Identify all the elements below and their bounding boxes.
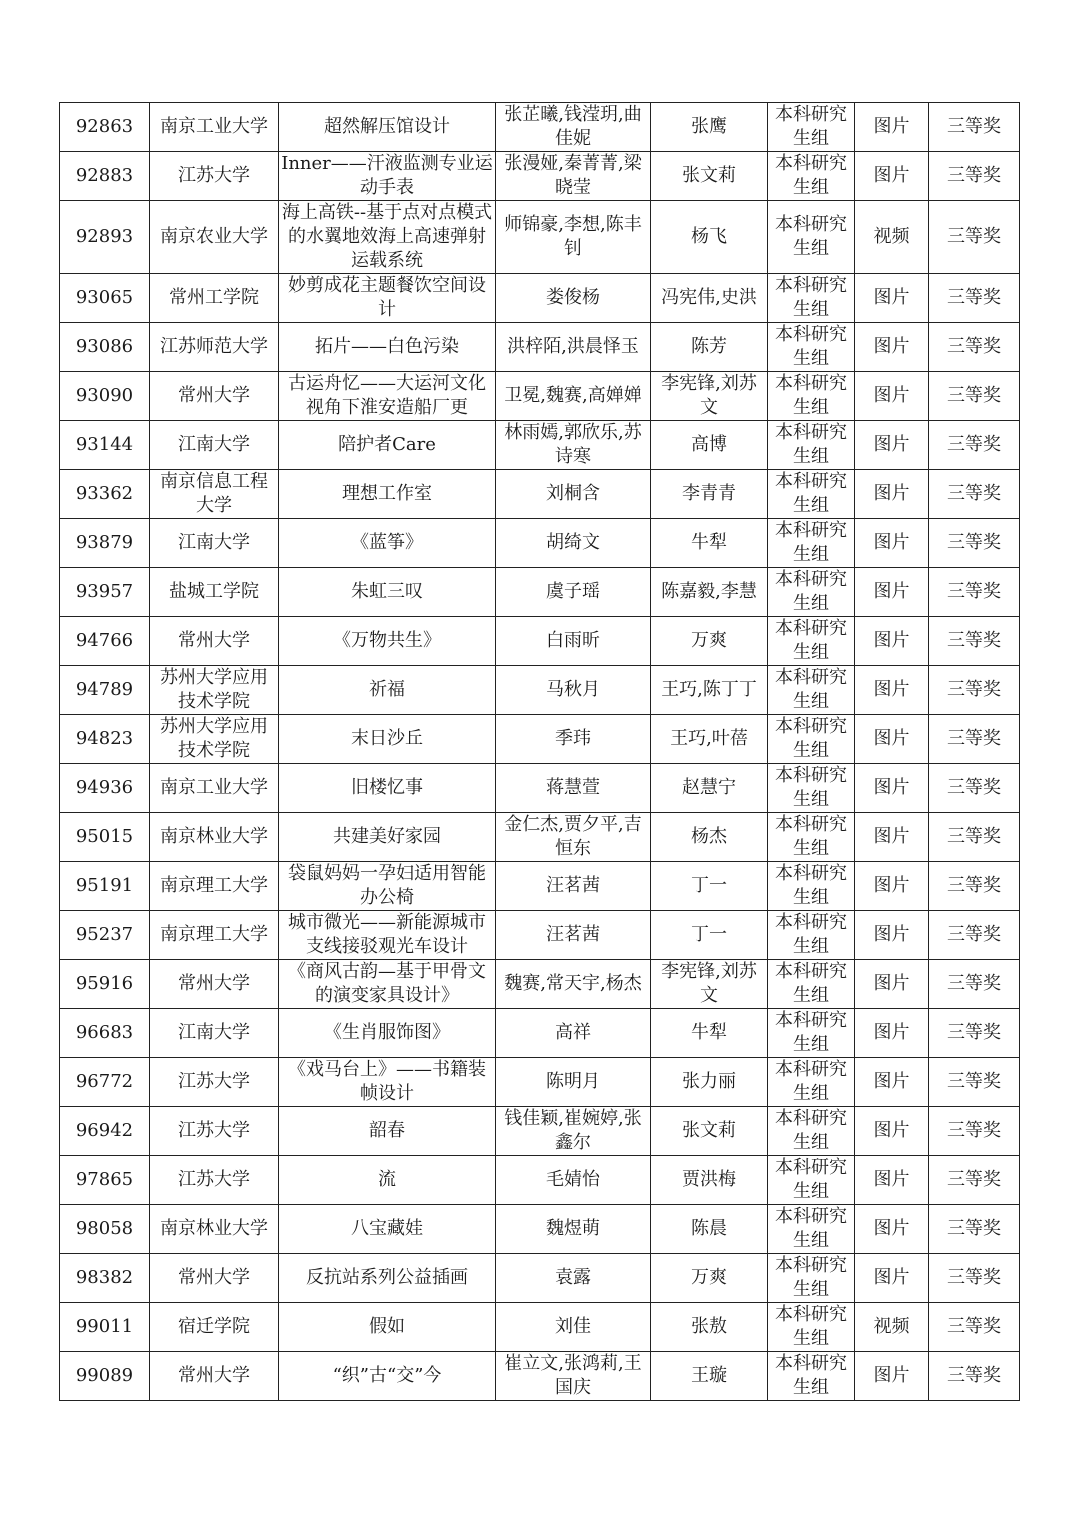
- advisor-cell: 李宪锋,刘苏文: [651, 960, 768, 1009]
- group-cell: 本科研究生组: [768, 323, 855, 372]
- award-cell: 三等奖: [929, 764, 1020, 813]
- advisor-cell: 张文莉: [651, 152, 768, 201]
- table-row: [60, 960, 1020, 1009]
- group-cell: 本科研究生组: [768, 470, 855, 519]
- award-cell: 三等奖: [929, 274, 1020, 323]
- work-title-cell: 末日沙丘: [279, 715, 496, 764]
- work-type-cell: 图片: [855, 813, 929, 862]
- entry-id-cell: 98058: [60, 1205, 150, 1254]
- group-cell: 本科研究生组: [768, 274, 855, 323]
- school-cell: 常州大学: [150, 1352, 279, 1401]
- work-title-cell: 《商风古韵—基于甲骨文的演变家具设计》: [279, 960, 496, 1009]
- entry-id-cell: 99089: [60, 1352, 150, 1401]
- award-cell: 三等奖: [929, 323, 1020, 372]
- work-title-cell: 陪护者Care: [279, 421, 496, 470]
- table-row: [60, 813, 1020, 862]
- work-title-cell: 《蓝筝》: [279, 519, 496, 568]
- table-row: [60, 274, 1020, 323]
- award-cell: 三等奖: [929, 372, 1020, 421]
- advisor-cell: 陈晨: [651, 1205, 768, 1254]
- entry-id-cell: 93144: [60, 421, 150, 470]
- award-cell: 三等奖: [929, 1009, 1020, 1058]
- entry-id-cell: 94766: [60, 617, 150, 666]
- awards-table-body: [60, 103, 1020, 1401]
- work-title-cell: 八宝藏娃: [279, 1205, 496, 1254]
- advisor-cell: 李青青: [651, 470, 768, 519]
- advisor-cell: 李宪锋,刘苏文: [651, 372, 768, 421]
- school-cell: 江苏大学: [150, 1156, 279, 1205]
- work-title-cell: 反抗站系列公益插画: [279, 1254, 496, 1303]
- school-cell: 南京工业大学: [150, 103, 279, 152]
- entry-id-cell: 93065: [60, 274, 150, 323]
- work-type-cell: 图片: [855, 715, 929, 764]
- group-cell: 本科研究生组: [768, 862, 855, 911]
- group-cell: 本科研究生组: [768, 813, 855, 862]
- group-cell: 本科研究生组: [768, 103, 855, 152]
- advisor-cell: 杨飞: [651, 201, 768, 274]
- entry-id-cell: 92863: [60, 103, 150, 152]
- group-cell: 本科研究生组: [768, 764, 855, 813]
- table-row: [60, 862, 1020, 911]
- table-row: [60, 1254, 1020, 1303]
- advisor-cell: 张敖: [651, 1303, 768, 1352]
- work-type-cell: 图片: [855, 666, 929, 715]
- advisor-cell: 万爽: [651, 1254, 768, 1303]
- school-cell: 南京工业大学: [150, 764, 279, 813]
- entry-id-cell: 93362: [60, 470, 150, 519]
- work-title-cell: 旧楼忆事: [279, 764, 496, 813]
- authors-cell: 蒋慧萱: [496, 764, 651, 813]
- award-cell: 三等奖: [929, 152, 1020, 201]
- authors-cell: 师锦豪,李想,陈丰钊: [496, 201, 651, 274]
- work-type-cell: 图片: [855, 470, 929, 519]
- school-cell: 江南大学: [150, 519, 279, 568]
- table-row: [60, 470, 1020, 519]
- school-cell: 江苏大学: [150, 152, 279, 201]
- award-cell: 三等奖: [929, 960, 1020, 1009]
- award-cell: 三等奖: [929, 568, 1020, 617]
- table-row: [60, 1205, 1020, 1254]
- authors-cell: 钱佳颖,崔婉婷,张鑫尔: [496, 1107, 651, 1156]
- group-cell: 本科研究生组: [768, 1107, 855, 1156]
- group-cell: 本科研究生组: [768, 715, 855, 764]
- table-row: [60, 323, 1020, 372]
- authors-cell: 魏赛,常天宇,杨杰: [496, 960, 651, 1009]
- work-type-cell: 视频: [855, 201, 929, 274]
- school-cell: 南京理工大学: [150, 911, 279, 960]
- group-cell: 本科研究生组: [768, 372, 855, 421]
- school-cell: 江苏师范大学: [150, 323, 279, 372]
- authors-cell: 刘佳: [496, 1303, 651, 1352]
- table-row: [60, 152, 1020, 201]
- table-row: [60, 372, 1020, 421]
- work-title-cell: 假如: [279, 1303, 496, 1352]
- school-cell: 常州大学: [150, 960, 279, 1009]
- award-cell: 三等奖: [929, 1058, 1020, 1107]
- authors-cell: 娄俊杨: [496, 274, 651, 323]
- table-row: [60, 201, 1020, 274]
- award-cell: 三等奖: [929, 1254, 1020, 1303]
- table-row: [60, 1009, 1020, 1058]
- group-cell: 本科研究生组: [768, 421, 855, 470]
- authors-cell: 陈明月: [496, 1058, 651, 1107]
- table-row: [60, 666, 1020, 715]
- advisor-cell: 杨杰: [651, 813, 768, 862]
- group-cell: 本科研究生组: [768, 1058, 855, 1107]
- work-type-cell: 图片: [855, 960, 929, 1009]
- entry-id-cell: 94936: [60, 764, 150, 813]
- entry-id-cell: 95916: [60, 960, 150, 1009]
- school-cell: 江南大学: [150, 421, 279, 470]
- work-type-cell: 图片: [855, 568, 929, 617]
- table-row: [60, 1156, 1020, 1205]
- school-cell: 常州大学: [150, 372, 279, 421]
- award-cell: 三等奖: [929, 1303, 1020, 1352]
- group-cell: 本科研究生组: [768, 666, 855, 715]
- school-cell: 江苏大学: [150, 1058, 279, 1107]
- advisor-cell: 王巧,陈丁丁: [651, 666, 768, 715]
- group-cell: 本科研究生组: [768, 519, 855, 568]
- entry-id-cell: 96772: [60, 1058, 150, 1107]
- work-type-cell: 图片: [855, 1205, 929, 1254]
- award-cell: 三等奖: [929, 911, 1020, 960]
- advisor-cell: 贾洪梅: [651, 1156, 768, 1205]
- work-type-cell: 图片: [855, 372, 929, 421]
- table-row: [60, 519, 1020, 568]
- authors-cell: 卫冕,魏赛,高婵婵: [496, 372, 651, 421]
- work-type-cell: 图片: [855, 274, 929, 323]
- work-type-cell: 图片: [855, 862, 929, 911]
- authors-cell: 张芷曦,钱滢玥,曲佳妮: [496, 103, 651, 152]
- work-title-cell: 流: [279, 1156, 496, 1205]
- group-cell: 本科研究生组: [768, 1254, 855, 1303]
- group-cell: 本科研究生组: [768, 911, 855, 960]
- advisor-cell: 赵慧宁: [651, 764, 768, 813]
- group-cell: 本科研究生组: [768, 1205, 855, 1254]
- school-cell: 南京农业大学: [150, 201, 279, 274]
- school-cell: 南京林业大学: [150, 813, 279, 862]
- entry-id-cell: 94789: [60, 666, 150, 715]
- table-row: [60, 715, 1020, 764]
- work-title-cell: 超然解压馆设计: [279, 103, 496, 152]
- authors-cell: 马秋月: [496, 666, 651, 715]
- work-title-cell: 拓片——白色污染: [279, 323, 496, 372]
- authors-cell: 林雨嫣,郭欣乐,苏诗寒: [496, 421, 651, 470]
- award-cell: 三等奖: [929, 201, 1020, 274]
- school-cell: 江南大学: [150, 1009, 279, 1058]
- group-cell: 本科研究生组: [768, 1303, 855, 1352]
- entry-id-cell: 95237: [60, 911, 150, 960]
- group-cell: 本科研究生组: [768, 568, 855, 617]
- work-type-cell: 图片: [855, 1254, 929, 1303]
- award-cell: 三等奖: [929, 1107, 1020, 1156]
- awards-table: [59, 102, 1020, 1401]
- work-title-cell: 《戏马台上》——书籍装帧设计: [279, 1058, 496, 1107]
- award-cell: 三等奖: [929, 103, 1020, 152]
- award-cell: 三等奖: [929, 617, 1020, 666]
- work-title-cell: 《万物共生》: [279, 617, 496, 666]
- work-title-cell: 《生肖服饰图》: [279, 1009, 496, 1058]
- advisor-cell: 张鹰: [651, 103, 768, 152]
- advisor-cell: 牛犁: [651, 1009, 768, 1058]
- work-type-cell: 图片: [855, 152, 929, 201]
- group-cell: 本科研究生组: [768, 1156, 855, 1205]
- authors-cell: 季玮: [496, 715, 651, 764]
- award-cell: 三等奖: [929, 862, 1020, 911]
- work-title-cell: 妙剪成花主题餐饮空间设计: [279, 274, 496, 323]
- group-cell: 本科研究生组: [768, 617, 855, 666]
- entry-id-cell: 92893: [60, 201, 150, 274]
- award-cell: 三等奖: [929, 715, 1020, 764]
- entry-id-cell: 98382: [60, 1254, 150, 1303]
- work-type-cell: 图片: [855, 911, 929, 960]
- authors-cell: 金仁杰,贾夕平,吉恒东: [496, 813, 651, 862]
- advisor-cell: 张力丽: [651, 1058, 768, 1107]
- advisor-cell: 丁一: [651, 911, 768, 960]
- authors-cell: 胡绮文: [496, 519, 651, 568]
- entry-id-cell: 93090: [60, 372, 150, 421]
- award-cell: 三等奖: [929, 1156, 1020, 1205]
- entry-id-cell: 97865: [60, 1156, 150, 1205]
- work-type-cell: 视频: [855, 1303, 929, 1352]
- work-title-cell: 理想工作室: [279, 470, 496, 519]
- group-cell: 本科研究生组: [768, 960, 855, 1009]
- school-cell: 宿迁学院: [150, 1303, 279, 1352]
- entry-id-cell: 94823: [60, 715, 150, 764]
- school-cell: 南京理工大学: [150, 862, 279, 911]
- authors-cell: 洪梓陌,洪晨怿玉: [496, 323, 651, 372]
- work-type-cell: 图片: [855, 323, 929, 372]
- school-cell: 盐城工学院: [150, 568, 279, 617]
- table-row: [60, 1058, 1020, 1107]
- work-type-cell: 图片: [855, 519, 929, 568]
- advisor-cell: 陈芳: [651, 323, 768, 372]
- work-title-cell: 古运舟忆——大运河文化视角下淮安造船厂更: [279, 372, 496, 421]
- authors-cell: 魏煜萌: [496, 1205, 651, 1254]
- school-cell: 江苏大学: [150, 1107, 279, 1156]
- school-cell: 南京林业大学: [150, 1205, 279, 1254]
- authors-cell: 高祥: [496, 1009, 651, 1058]
- advisor-cell: 丁一: [651, 862, 768, 911]
- work-type-cell: 图片: [855, 1107, 929, 1156]
- authors-cell: 刘桐含: [496, 470, 651, 519]
- work-title-cell: Inner——汗液监测专业运动手表: [279, 152, 496, 201]
- table-row: [60, 617, 1020, 666]
- advisor-cell: 陈嘉毅,李慧: [651, 568, 768, 617]
- advisor-cell: 王巧,叶蓓: [651, 715, 768, 764]
- work-type-cell: 图片: [855, 764, 929, 813]
- award-cell: 三等奖: [929, 519, 1020, 568]
- school-cell: 常州大学: [150, 617, 279, 666]
- table-row: [60, 568, 1020, 617]
- group-cell: 本科研究生组: [768, 201, 855, 274]
- group-cell: 本科研究生组: [768, 1352, 855, 1401]
- authors-cell: 毛婧怡: [496, 1156, 651, 1205]
- authors-cell: 汪茗茜: [496, 911, 651, 960]
- authors-cell: 汪茗茜: [496, 862, 651, 911]
- advisor-cell: 王璇: [651, 1352, 768, 1401]
- work-title-cell: 海上高铁--基于点对点模式的水翼地效海上高速弹射运载系统: [279, 201, 496, 274]
- table-row: [60, 1352, 1020, 1401]
- work-type-cell: 图片: [855, 1009, 929, 1058]
- school-cell: 常州工学院: [150, 274, 279, 323]
- award-cell: 三等奖: [929, 421, 1020, 470]
- table-row: [60, 1303, 1020, 1352]
- work-title-cell: 城市微光——新能源城市支线接驳观光车设计: [279, 911, 496, 960]
- award-cell: 三等奖: [929, 813, 1020, 862]
- work-type-cell: 图片: [855, 103, 929, 152]
- work-type-cell: 图片: [855, 1352, 929, 1401]
- work-title-cell: 共建美好家园: [279, 813, 496, 862]
- authors-cell: 袁露: [496, 1254, 651, 1303]
- work-type-cell: 图片: [855, 1058, 929, 1107]
- work-title-cell: “织”古“交”今: [279, 1352, 496, 1401]
- table-row: [60, 764, 1020, 813]
- work-type-cell: 图片: [855, 617, 929, 666]
- work-title-cell: 祈福: [279, 666, 496, 715]
- advisor-cell: 高博: [651, 421, 768, 470]
- table-row: [60, 911, 1020, 960]
- entry-id-cell: 95191: [60, 862, 150, 911]
- entry-id-cell: 96942: [60, 1107, 150, 1156]
- entry-id-cell: 92883: [60, 152, 150, 201]
- authors-cell: 崔立文,张鸿莉,王国庆: [496, 1352, 651, 1401]
- table-row: [60, 103, 1020, 152]
- advisor-cell: 牛犁: [651, 519, 768, 568]
- award-cell: 三等奖: [929, 1352, 1020, 1401]
- table-row: [60, 1107, 1020, 1156]
- entry-id-cell: 93086: [60, 323, 150, 372]
- advisor-cell: 万爽: [651, 617, 768, 666]
- work-type-cell: 图片: [855, 421, 929, 470]
- work-title-cell: 袋鼠妈妈一孕妇适用智能办公椅: [279, 862, 496, 911]
- school-cell: 南京信息工程大学: [150, 470, 279, 519]
- entry-id-cell: 93957: [60, 568, 150, 617]
- authors-cell: 虞子瑶: [496, 568, 651, 617]
- advisor-cell: 冯宪伟,史洪: [651, 274, 768, 323]
- entry-id-cell: 99011: [60, 1303, 150, 1352]
- award-cell: 三等奖: [929, 1205, 1020, 1254]
- authors-cell: 张漫娅,秦菁菁,梁晓莹: [496, 152, 651, 201]
- group-cell: 本科研究生组: [768, 1009, 855, 1058]
- advisor-cell: 张文莉: [651, 1107, 768, 1156]
- school-cell: 常州大学: [150, 1254, 279, 1303]
- group-cell: 本科研究生组: [768, 152, 855, 201]
- entry-id-cell: 93879: [60, 519, 150, 568]
- award-cell: 三等奖: [929, 470, 1020, 519]
- authors-cell: 白雨昕: [496, 617, 651, 666]
- entry-id-cell: 96683: [60, 1009, 150, 1058]
- work-title-cell: 朱虹三叹: [279, 568, 496, 617]
- entry-id-cell: 95015: [60, 813, 150, 862]
- work-type-cell: 图片: [855, 1156, 929, 1205]
- school-cell: 苏州大学应用技术学院: [150, 715, 279, 764]
- work-title-cell: 韶春: [279, 1107, 496, 1156]
- table-row: [60, 421, 1020, 470]
- award-cell: 三等奖: [929, 666, 1020, 715]
- school-cell: 苏州大学应用技术学院: [150, 666, 279, 715]
